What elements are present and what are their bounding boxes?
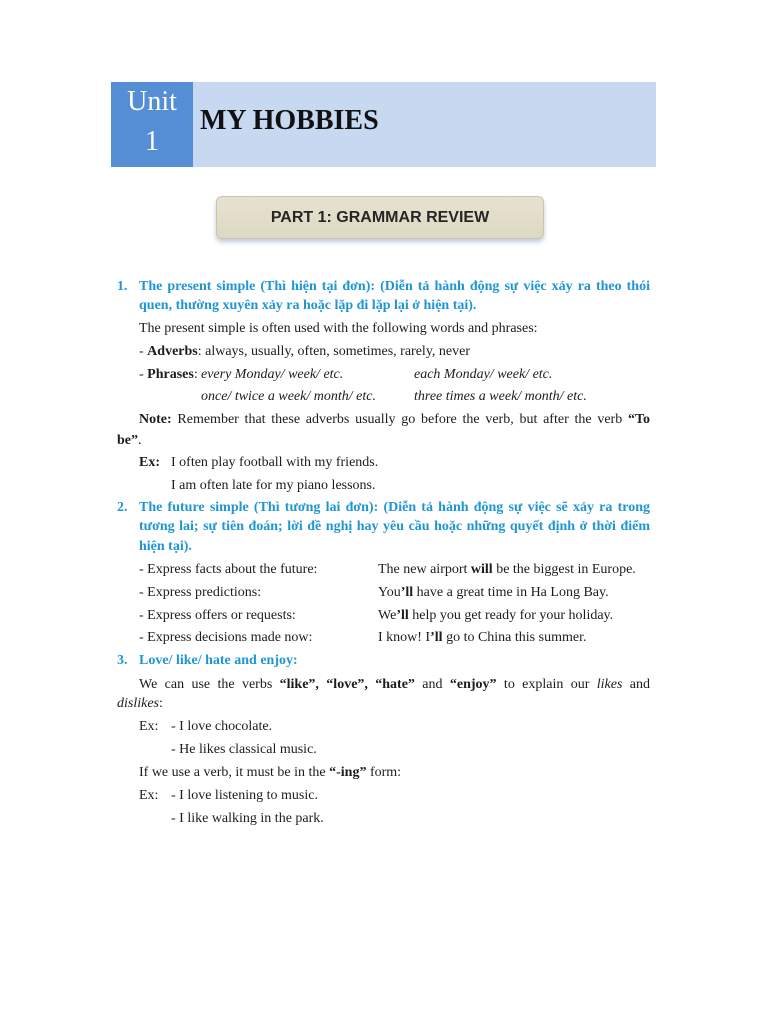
example-highlight: ’ll — [400, 585, 414, 600]
future-example — [378, 629, 586, 647]
sentence-text: and — [622, 677, 651, 692]
title-bar — [193, 82, 656, 167]
future-use: - Express offers or requests: — [139, 608, 296, 623]
example-text: You — [378, 585, 401, 600]
example-highlight: ’ll — [396, 608, 409, 623]
example-label: Ex: — [139, 719, 159, 734]
example-text: be the biggest in Europe. — [492, 562, 636, 577]
note-quote-end: be” — [117, 433, 138, 448]
phrase-item: each Monday/ week/ etc. — [414, 367, 553, 382]
section-heading-line: The present simple (Thì hiện tại đơn): (Diễn tả hành động sự việc xảy ra theo thói — [139, 279, 650, 294]
note-line — [139, 411, 650, 429]
section-heading: Love/ like/ hate and enjoy: — [139, 653, 298, 668]
example-highlight: ’ll — [430, 630, 443, 645]
note-text: Remember that these adverbs usually go before the verb, but after the verb — [171, 412, 628, 427]
phrase-item: once/ twice a week/ month/ etc. — [201, 389, 376, 404]
example-text: The new airport — [378, 562, 471, 577]
example-item: I often play football with my friends. — [171, 455, 379, 470]
note-line-end — [117, 432, 142, 450]
dislikes-word: dislikes — [117, 696, 159, 711]
sentence-text: We can use the verbs — [139, 677, 280, 692]
likes-word: likes — [596, 677, 623, 692]
section-heading-line: tương lai; sự tiên đoán; lời đề nghị hay yêu cầu hoặc những quyết định ở thời điểm — [139, 519, 650, 534]
sentence-colon: : — [159, 696, 163, 711]
future-use: - Express facts about the future: — [139, 562, 318, 577]
example-text: have a great time in Ha Long Bay. — [413, 585, 609, 600]
bullet-dash: - — [139, 367, 148, 382]
section-number: 3. — [117, 653, 128, 668]
phrase-item: every Monday/ week/ etc. — [201, 367, 344, 382]
verbs-highlight: “like”, “love”, “hate” — [279, 677, 415, 692]
future-example — [378, 584, 609, 602]
adverbs-label: Adverbs — [147, 344, 198, 359]
sentence-text: to explain our — [496, 677, 597, 692]
example-item: I am often late for my piano lessons. — [171, 478, 376, 493]
section-heading-line: quen, thường xuyên xảy ra hoặc lặp đi lặp lại ở hiện tại). — [139, 298, 477, 313]
note-quote-start: “To — [627, 412, 650, 427]
future-example — [378, 561, 636, 579]
example-label: Ex: — [139, 788, 159, 803]
verbs-sentence-line — [139, 676, 650, 694]
note-period: . — [138, 433, 142, 448]
rule-text: If we use a verb, it must be in the — [139, 765, 330, 780]
section-heading-line: hiện tại). — [139, 539, 192, 554]
future-example — [378, 607, 613, 625]
intro-text: The present simple is often used with the following words and phrases: — [139, 321, 538, 336]
example-item: - I love chocolate. — [171, 719, 273, 734]
adverbs-list: : always, usually, often, sometimes, rarely, never — [197, 344, 471, 359]
sentence-text: and — [414, 677, 450, 692]
ing-highlight: “-ing” — [329, 765, 367, 780]
example-item: - I like walking in the park. — [171, 811, 324, 826]
future-use: - Express decisions made now: — [139, 630, 313, 645]
unit-title: MY HOBBIES — [200, 105, 379, 136]
unit-label: Unit — [127, 86, 177, 117]
part-banner-label: PART 1: GRAMMAR REVIEW — [270, 209, 490, 226]
adverbs-line — [139, 343, 470, 361]
part-banner — [216, 196, 544, 239]
phrase-item: three times a week/ month/ etc. — [414, 389, 587, 404]
example-text: I know! I — [378, 630, 431, 645]
rule-text: form: — [366, 765, 402, 780]
phrases-label: Phrases — [147, 367, 194, 382]
phrases-colon: : — [193, 367, 198, 382]
section-heading-line: The future simple (Thì tương lai đơn): (Diễn tả hành động sự việc sẽ xảy ra trong — [139, 500, 650, 515]
verbs-sentence-end — [117, 695, 163, 713]
ing-rule — [139, 764, 401, 782]
section-number: 2. — [117, 500, 128, 515]
note-label: Note: — [139, 412, 172, 427]
unit-badge — [111, 82, 193, 167]
phrases-line — [139, 366, 198, 384]
verbs-highlight: “enjoy” — [449, 677, 497, 692]
section-number: 1. — [117, 279, 128, 294]
future-use: - Express predictions: — [139, 585, 262, 600]
example-text: We — [378, 608, 397, 623]
example-text: help you get ready for your holiday. — [408, 608, 614, 623]
example-item: - He likes classical music. — [171, 742, 317, 757]
example-label: Ex: — [139, 455, 160, 470]
example-highlight: will — [470, 562, 493, 577]
unit-number: 1 — [145, 126, 159, 157]
bullet-dash: - — [139, 344, 148, 359]
example-item: - I love listening to music. — [171, 788, 318, 803]
example-text: go to China this summer. — [442, 630, 587, 645]
